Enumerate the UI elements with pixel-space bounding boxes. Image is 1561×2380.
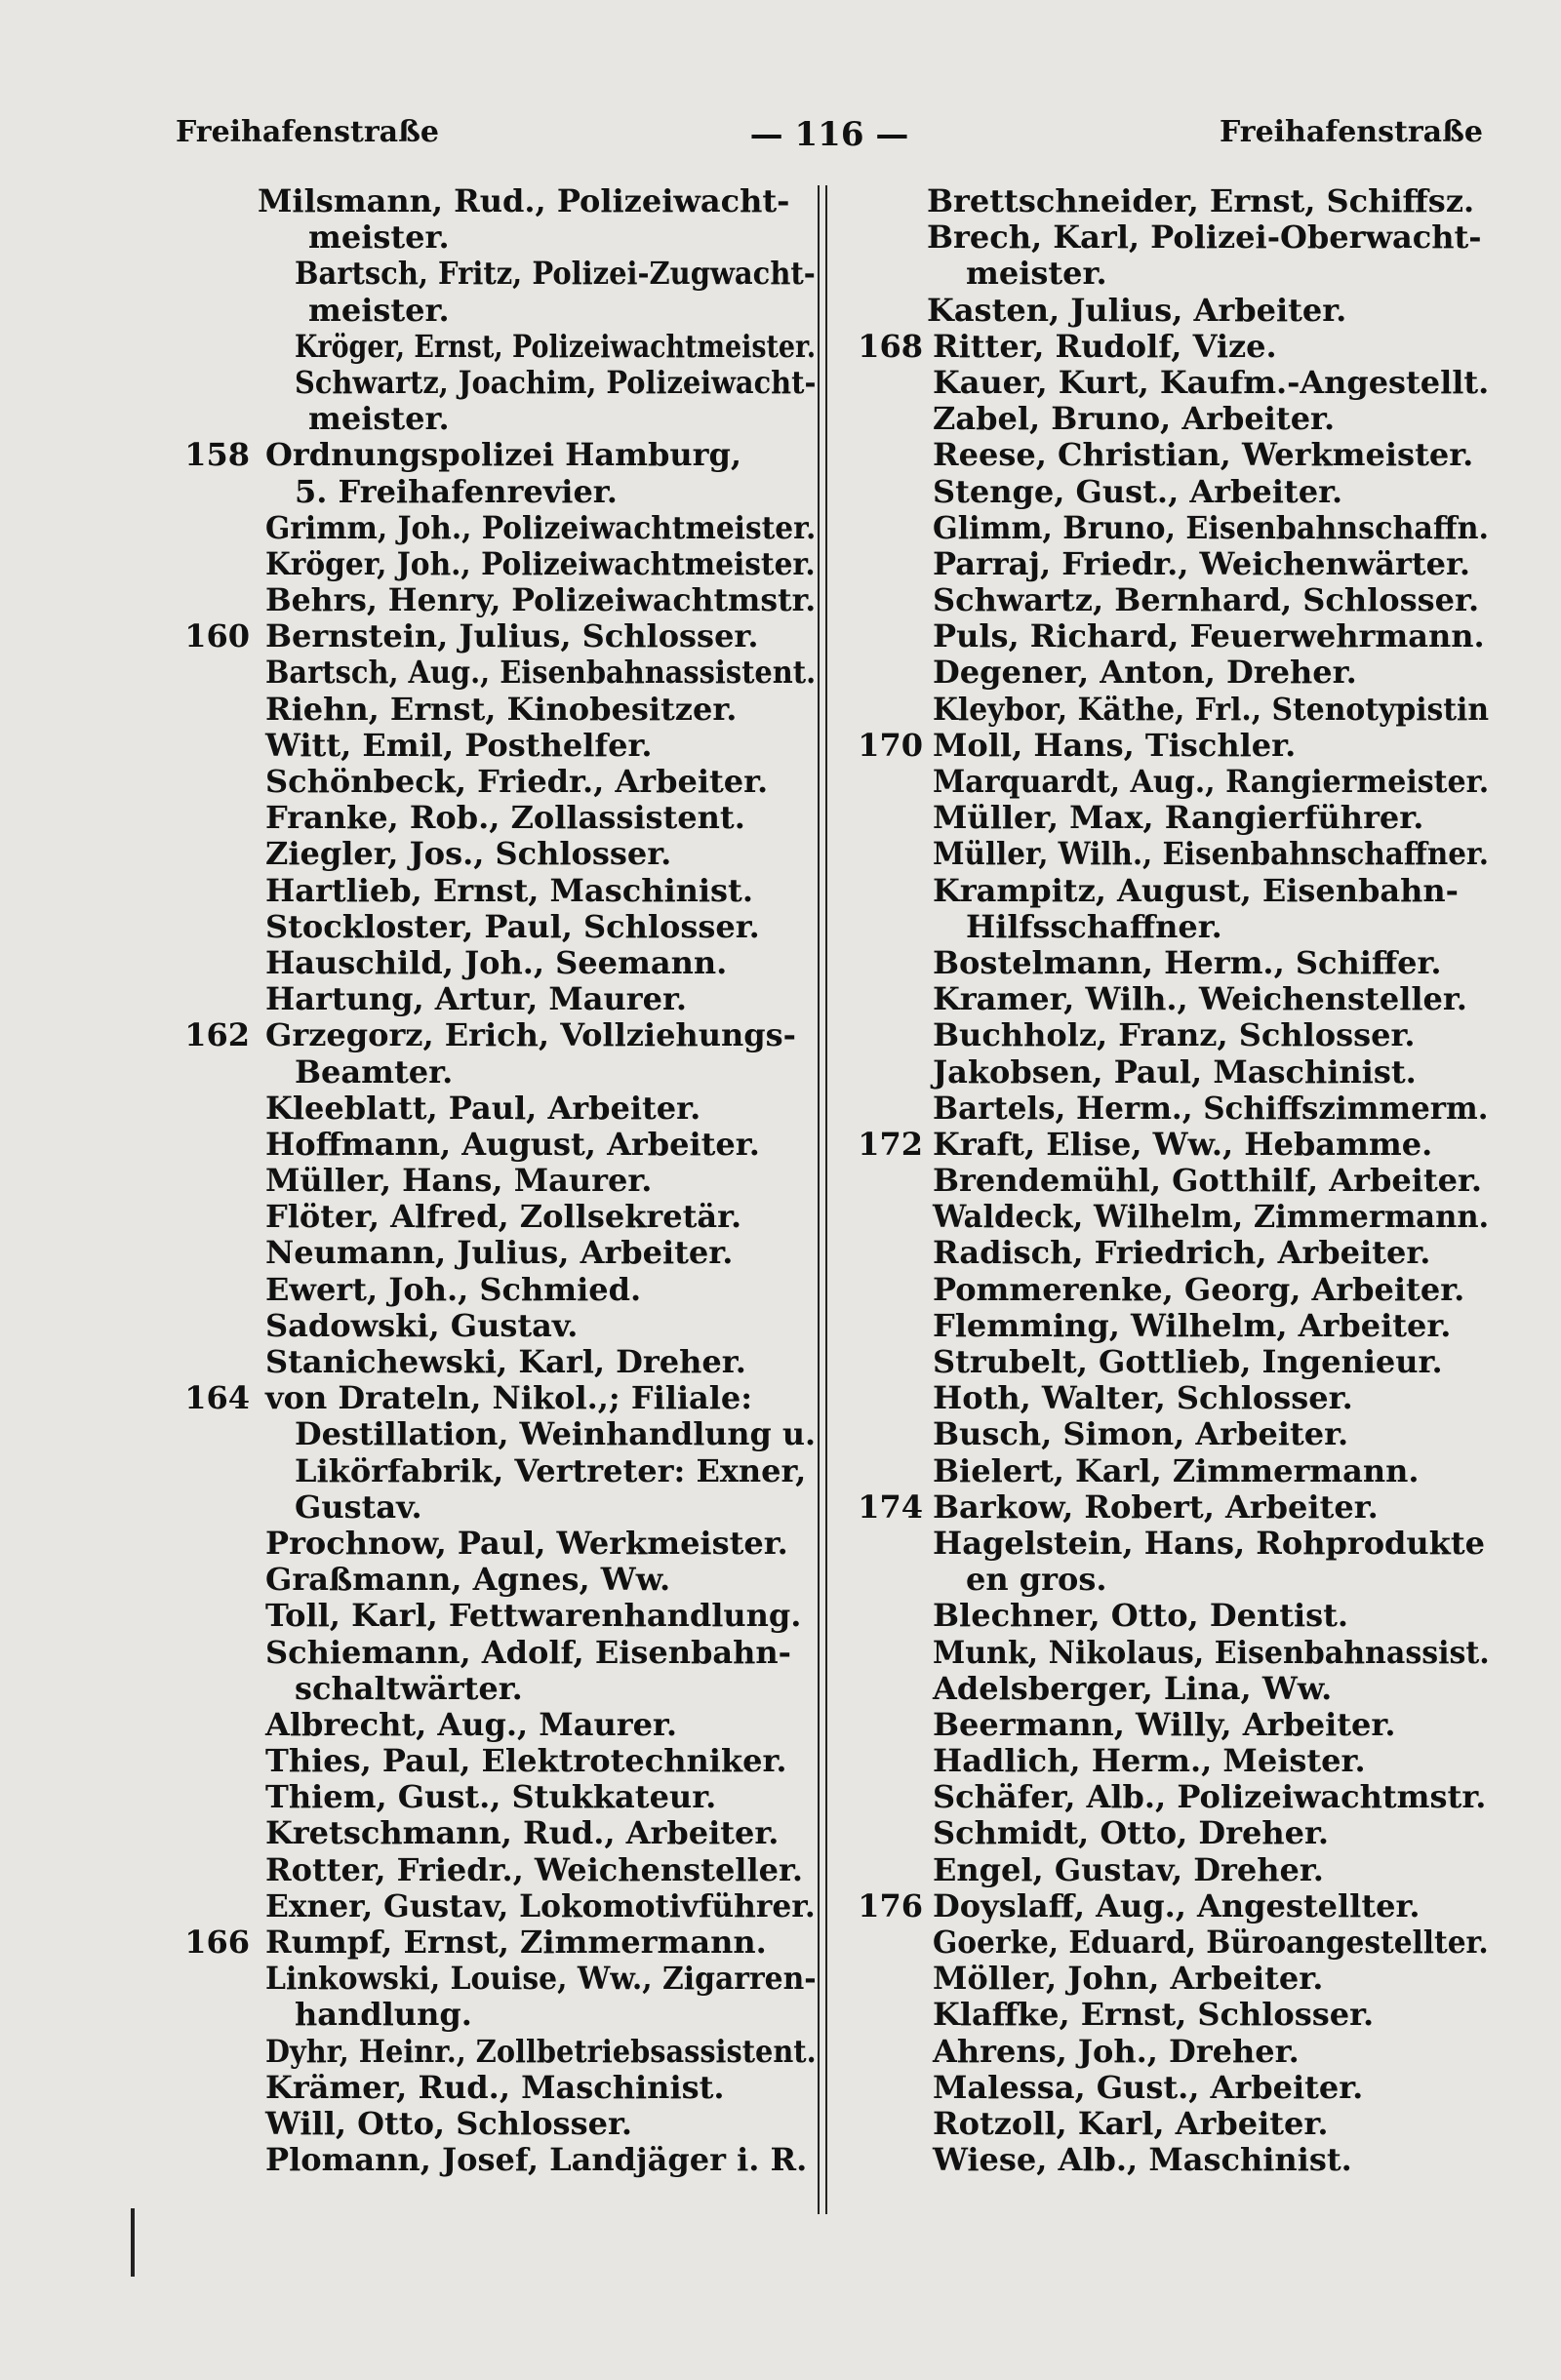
resident-entry: Brendemühl, Gotthilf, Arbeiter. — [933, 1162, 1483, 1200]
resident-entry: Flöter, Alfred, Zollsekretär. — [265, 1198, 742, 1236]
resident-entry: Waldeck, Wilhelm, Zimmermann. — [933, 1198, 1490, 1236]
resident-entry: Parraj, Friedr., Weichenwärter. — [933, 544, 1471, 582]
resident-entry: Ahrens, Joh., Dreher. — [933, 2032, 1300, 2070]
directory-entry-line — [176, 1199, 820, 1235]
resident-entry: Brettschneider, Ernst, Schiffsz. — [927, 182, 1475, 219]
resident-entry: Flemming, Wilhelm, Arbeiter. — [933, 1306, 1452, 1344]
directory-entry-line — [176, 1380, 820, 1416]
directory-entry-line — [176, 1707, 820, 1743]
page-header — [176, 115, 1483, 164]
directory-entry-line — [849, 692, 1493, 728]
running-head-right: Freihafenstraße — [1220, 115, 1483, 149]
directory-entry-line — [849, 293, 1493, 329]
resident-entry: Gustav. — [295, 1488, 422, 1526]
resident-entry: Linkowski, Louise, Ww., Zigarren- — [265, 1960, 817, 1998]
house-number: 166 — [184, 1924, 250, 1961]
directory-entry-line — [176, 1924, 820, 1961]
resident-entry: Müller, Max, Rangierführer. — [933, 799, 1424, 837]
directory-entry-line — [849, 836, 1493, 872]
directory-entry-line — [849, 945, 1493, 981]
directory-entry-line — [176, 1888, 820, 1924]
house-number: 160 — [184, 617, 250, 655]
directory-entry-line — [176, 654, 820, 691]
house-number: 164 — [184, 1379, 250, 1417]
house-number: 162 — [184, 1016, 250, 1054]
directory-entry-line — [849, 1671, 1493, 1707]
resident-entry: Stenge, Gust., Arbeiter. — [933, 472, 1343, 510]
directory-entry-line — [176, 1671, 820, 1707]
house-number: 176 — [858, 1886, 923, 1924]
directory-entry-line — [849, 582, 1493, 618]
resident-entry: Sadowski, Gustav. — [265, 1306, 579, 1344]
directory-entry-line — [849, 401, 1493, 437]
directory-entry-line — [176, 1416, 820, 1452]
resident-entry: Witt, Emil, Posthelfer. — [265, 726, 653, 764]
resident-entry: Krämer, Rud., Maschinist. — [265, 2068, 725, 2106]
resident-entry: Ziegler, Jos., Schlosser. — [265, 835, 672, 873]
resident-entry: Marquardt, Aug., Rangiermeister. — [933, 763, 1490, 800]
resident-entry: Kraft, Elise, Ww., Hebamme. — [933, 1125, 1433, 1163]
directory-entry-line — [849, 1308, 1493, 1344]
directory-entry-line — [176, 728, 820, 764]
resident-entry: Ordnungspolizei Hamburg, — [265, 436, 741, 474]
directory-entry-line — [849, 1635, 1493, 1671]
directory-entry-line — [849, 1199, 1493, 1235]
resident-entry: Reese, Christian, Werkmeister. — [933, 436, 1474, 474]
resident-entry: Ewert, Joh., Schmied. — [265, 1270, 642, 1308]
directory-entry-line — [849, 1779, 1493, 1815]
directory-entry-line — [176, 1815, 820, 1851]
directory-entry-line — [176, 836, 820, 872]
resident-entry: Rumpf, Ernst, Zimmermann. — [265, 1924, 767, 1961]
directory-entry-line — [176, 1598, 820, 1634]
resident-entry: Möller, John, Arbeiter. — [933, 1960, 1324, 1998]
directory-entry-line — [849, 1127, 1493, 1163]
resident-entry: Kröger, Joh., Polizeiwachtmeister. — [265, 544, 816, 582]
resident-entry: Wiese, Alb., Maschinist. — [933, 2141, 1352, 2179]
directory-entry-line — [849, 909, 1493, 945]
directory-entry-line — [849, 1017, 1493, 1053]
directory-entry-line — [176, 2070, 820, 2106]
resident-entry: Doyslaff, Aug., Angestellter. — [933, 1886, 1421, 1924]
directory-entry-line — [849, 329, 1493, 365]
directory-entry-line — [176, 293, 820, 329]
resident-entry: Busch, Simon, Arbeiter. — [933, 1415, 1349, 1453]
directory-entry-line — [176, 1526, 820, 1562]
directory-entry-line — [176, 474, 820, 510]
resident-entry: Beamter. — [295, 1052, 454, 1091]
house-number: 170 — [858, 726, 923, 764]
resident-entry: Toll, Karl, Fettwarenhandlung. — [265, 1597, 802, 1635]
directory-entry-line — [176, 2142, 820, 2178]
directory-entry-line — [849, 1091, 1493, 1127]
directory-entry-line — [176, 1308, 820, 1344]
resident-entry: Thies, Paul, Elektrotechniker. — [265, 1742, 787, 1780]
resident-entry: Likörfabrik, Vertreter: Exner, — [295, 1451, 807, 1489]
directory-entry-line — [176, 1272, 820, 1308]
directory-entry-line — [176, 1743, 820, 1779]
resident-entry: Kleeblatt, Paul, Arbeiter. — [265, 1089, 701, 1127]
directory-entry-line — [849, 1888, 1493, 1924]
directory-entry-line — [176, 219, 820, 256]
resident-entry: Neumann, Julius, Arbeiter. — [265, 1234, 734, 1272]
directory-entry-line — [849, 1453, 1493, 1489]
resident-entry: Kauer, Kurt, Kaufm.-Angestellt. — [933, 363, 1490, 401]
directory-entry-line — [176, 764, 820, 800]
resident-entry: Grzegorz, Erich, Vollziehungs- — [265, 1016, 796, 1054]
resident-entry: Beermann, Willy, Arbeiter. — [933, 1705, 1396, 1743]
directory-entry-line — [849, 1562, 1493, 1598]
directory-entry-line — [176, 437, 820, 473]
resident-entry: Albrecht, Aug., Maurer. — [265, 1705, 677, 1743]
resident-entry: Kramer, Wilh., Weichensteller. — [933, 980, 1467, 1018]
directory-entry-line — [849, 654, 1493, 691]
directory-entry-line — [849, 2142, 1493, 2178]
resident-entry: Müller, Wilh., Eisenbahnschaffner. — [933, 835, 1489, 873]
directory-entry-line — [176, 1054, 820, 1091]
directory-entry-line — [849, 219, 1493, 256]
directory-entry-line — [849, 618, 1493, 654]
directory-entry-line — [176, 909, 820, 945]
column-divider — [818, 185, 827, 2214]
resident-entry: Schmidt, Otto, Dreher. — [933, 1814, 1330, 1852]
resident-entry: Bernstein, Julius, Schlosser. — [265, 617, 759, 655]
directory-entry-line — [176, 692, 820, 728]
resident-entry: Blechner, Otto, Dentist. — [933, 1597, 1349, 1635]
directory-entry-line — [176, 510, 820, 546]
resident-entry: Behrs, Henry, Polizeiwachtmstr. — [265, 581, 817, 619]
resident-entry: Radisch, Friedrich, Arbeiter. — [933, 1234, 1431, 1272]
left-column — [176, 183, 820, 2178]
directory-entry-line — [849, 365, 1493, 401]
resident-entry: von Drateln, Nikol.,; Filiale: — [265, 1379, 753, 1417]
directory-entry-line — [849, 1961, 1493, 1997]
directory-entry-line — [176, 183, 820, 219]
directory-entry-line — [849, 1598, 1493, 1634]
resident-entry: Stanichewski, Karl, Dreher. — [265, 1343, 746, 1380]
directory-entry-line — [176, 618, 820, 654]
resident-entry: Bielert, Karl, Zimmermann. — [933, 1451, 1420, 1489]
resident-entry: Moll, Hans, Tischler. — [933, 726, 1297, 764]
resident-entry: Bartsch, Fritz, Polizei-Zugwacht- — [295, 255, 816, 293]
directory-entry-line — [849, 474, 1493, 510]
directory-entry-line — [849, 510, 1493, 546]
directory-entry-line — [176, 582, 820, 618]
resident-entry: Kretschmann, Rud., Arbeiter. — [265, 1814, 780, 1852]
page-number: — 116 — — [749, 115, 909, 154]
directory-entry-line — [176, 1127, 820, 1163]
right-column — [849, 183, 1493, 2178]
directory-entry-line — [849, 546, 1493, 582]
resident-entry: Hilfsschaffner. — [966, 907, 1222, 945]
resident-entry: Puls, Richard, Feuerwehrmann. — [933, 617, 1485, 655]
resident-entry: Schiemann, Adolf, Eisenbahn- — [265, 1633, 791, 1671]
resident-entry: Thiem, Gust., Stukkateur. — [265, 1778, 717, 1816]
directory-entry-line — [176, 1235, 820, 1271]
resident-entry: Munk, Nikolaus, Eisenbahnassist. — [933, 1633, 1490, 1671]
resident-entry: 5. Freihafenrevier. — [295, 472, 618, 510]
directory-entry-line — [176, 329, 820, 365]
directory-entry-line — [849, 800, 1493, 836]
directory-entry-line — [849, 1380, 1493, 1416]
directory-entry-line — [849, 1924, 1493, 1961]
resident-entry: meister. — [308, 400, 450, 438]
resident-entry: Destillation, Weinhandlung u. — [295, 1415, 817, 1453]
directory-entry-line — [849, 873, 1493, 909]
directory-entry-line — [849, 728, 1493, 764]
resident-entry: Barkow, Robert, Arbeiter. — [933, 1488, 1379, 1526]
resident-entry: Schwartz, Joachim, Polizeiwacht- — [295, 363, 817, 401]
directory-entry-line — [849, 2034, 1493, 2070]
directory-entry-line — [176, 981, 820, 1017]
resident-entry: Rotter, Friedr., Weichensteller. — [265, 1850, 804, 1888]
resident-entry: Jakobsen, Paul, Maschinist. — [933, 1052, 1417, 1091]
resident-entry: Grimm, Joh., Polizeiwachtmeister. — [265, 508, 817, 546]
resident-entry: Degener, Anton, Dreher. — [933, 654, 1357, 692]
resident-entry: meister. — [308, 291, 450, 329]
house-number: 168 — [858, 327, 923, 365]
directory-entry-line — [176, 1344, 820, 1380]
resident-entry: Goerke, Eduard, Büroangestellter. — [933, 1924, 1489, 1961]
resident-entry: Brech, Karl, Polizei-Oberwacht- — [927, 218, 1482, 257]
directory-entry-line — [176, 1961, 820, 1997]
directory-entry-line — [176, 546, 820, 582]
resident-entry: Glimm, Bruno, Eisenbahnschaffn. — [933, 508, 1489, 546]
resident-entry: Rotzoll, Karl, Arbeiter. — [933, 2104, 1329, 2142]
directory-entry-line — [849, 437, 1493, 473]
resident-entry: Plomann, Josef, Landjäger i. R. — [265, 2141, 808, 2179]
resident-entry: Bartels, Herm., Schiffszimmerm. — [933, 1089, 1489, 1127]
resident-entry: Kasten, Julius, Arbeiter. — [927, 291, 1347, 329]
directory-entry-line — [849, 1416, 1493, 1452]
resident-entry: Will, Otto, Schlosser. — [265, 2104, 632, 2142]
directory-entry-line — [849, 764, 1493, 800]
directory-entry-line — [176, 365, 820, 401]
directory-entry-line — [849, 1489, 1493, 1526]
directory-entry-line — [849, 183, 1493, 219]
directory-entry-line — [176, 1852, 820, 1888]
running-head-left: Freihafenstraße — [176, 115, 439, 149]
resident-entry: meister. — [308, 218, 450, 257]
resident-entry: Hartlieb, Ernst, Maschinist. — [265, 871, 753, 909]
resident-entry: handlung. — [295, 1996, 472, 2034]
directory-entry-line — [849, 1852, 1493, 1888]
directory-entry-line — [849, 2106, 1493, 2142]
resident-entry: Adelsberger, Lina, Ww. — [933, 1669, 1333, 1707]
directory-entry-line — [176, 2106, 820, 2142]
directory-entry-line — [176, 2034, 820, 2070]
resident-entry: Krampitz, August, Eisenbahn- — [933, 871, 1459, 909]
resident-entry: Hoth, Walter, Schlosser. — [933, 1379, 1353, 1417]
directory-entry-line — [849, 1997, 1493, 2033]
resident-entry: Ritter, Rudolf, Vize. — [933, 327, 1277, 365]
directory-entry-line — [176, 401, 820, 437]
directory-entry-line — [849, 981, 1493, 1017]
directory-entry-line — [849, 1707, 1493, 1743]
resident-entry: Dyhr, Heinr., Zollbetriebsassistent. — [265, 2032, 817, 2070]
house-number: 172 — [858, 1125, 923, 1163]
directory-entry-line — [176, 1779, 820, 1815]
directory-entry-line — [849, 256, 1493, 292]
directory-entry-line — [849, 1272, 1493, 1308]
resident-entry: Müller, Hans, Maurer. — [265, 1162, 653, 1200]
resident-entry: Buchholz, Franz, Schlosser. — [933, 1016, 1416, 1054]
directory-entry-line — [849, 1344, 1493, 1380]
directory-entry-line — [849, 1526, 1493, 1562]
directory-entry-line — [849, 2070, 1493, 2106]
resident-entry: Pommerenke, Georg, Arbeiter. — [933, 1270, 1465, 1308]
resident-entry: Zabel, Bruno, Arbeiter. — [933, 400, 1336, 438]
resident-entry: Schäfer, Alb., Polizeiwachtmstr. — [933, 1778, 1487, 1816]
resident-entry: Engel, Gustav, Dreher. — [933, 1850, 1324, 1888]
resident-entry: Riehn, Ernst, Kinobesitzer. — [265, 690, 738, 728]
resident-entry: Strubelt, Gottlieb, Ingenieur. — [933, 1343, 1443, 1380]
directory-entry-line — [849, 1235, 1493, 1271]
directory-entry-line — [176, 1091, 820, 1127]
directory-entry-line — [176, 1997, 820, 2033]
resident-entry: schaltwärter. — [295, 1669, 523, 1707]
directory-entry-line — [176, 1562, 820, 1598]
resident-entry: Milsmann, Rud., Polizeiwacht- — [258, 182, 790, 219]
directory-entry-line — [849, 1163, 1493, 1199]
resident-entry: Exner, Gustav, Lokomotivführer. — [265, 1886, 816, 1924]
directory-entry-line — [849, 1815, 1493, 1851]
resident-entry: Kleybor, Käthe, Frl., Stenotypistin — [933, 690, 1490, 728]
resident-entry: Hagelstein, Hans, Rohprodukte — [933, 1524, 1485, 1562]
resident-entry: Stockloster, Paul, Schlosser. — [265, 907, 760, 945]
directory-entry-line — [176, 800, 820, 836]
house-number: 158 — [184, 436, 250, 474]
directory-entry-line — [176, 1163, 820, 1199]
resident-entry: Klaffke, Ernst, Schlosser. — [933, 1996, 1375, 2034]
directory-entry-line — [176, 945, 820, 981]
resident-entry: Hadlich, Herm., Meister. — [933, 1742, 1366, 1780]
directory-entry-line — [176, 1017, 820, 1053]
directory-entry-line — [176, 1489, 820, 1526]
directory-entry-line — [176, 1635, 820, 1671]
resident-entry: Bostelmann, Herm., Schiffer. — [933, 943, 1442, 981]
resident-entry: Bartsch, Aug., Eisenbahnassistent. — [265, 654, 817, 692]
directory-entry-line — [176, 873, 820, 909]
directory-entry-line — [849, 1054, 1493, 1091]
resident-entry: Malessa, Gust., Arbeiter. — [933, 2068, 1364, 2106]
resident-entry: Hartung, Artur, Maurer. — [265, 980, 688, 1018]
resident-entry: Franke, Rob., Zollassistent. — [265, 799, 745, 837]
directory-entry-line — [849, 1743, 1493, 1779]
resident-entry: Prochnow, Paul, Werkmeister. — [265, 1524, 788, 1562]
resident-entry: meister. — [966, 255, 1107, 293]
resident-entry: en gros. — [966, 1561, 1107, 1599]
directory-entry-line — [176, 1453, 820, 1489]
resident-entry: Schönbeck, Friedr., Arbeiter. — [265, 763, 769, 800]
margin-mark — [131, 2208, 135, 2277]
resident-entry: Kröger, Ernst, Polizeiwachtmeister. — [295, 327, 817, 365]
resident-entry: Graßmann, Agnes, Ww. — [265, 1561, 671, 1599]
house-number: 174 — [858, 1488, 923, 1526]
directory-entry-line — [176, 256, 820, 292]
resident-entry: Schwartz, Bernhard, Schlosser. — [933, 581, 1480, 619]
resident-entry: Hauschild, Joh., Seemann. — [265, 943, 728, 981]
resident-entry: Hoffmann, August, Arbeiter. — [265, 1125, 760, 1163]
